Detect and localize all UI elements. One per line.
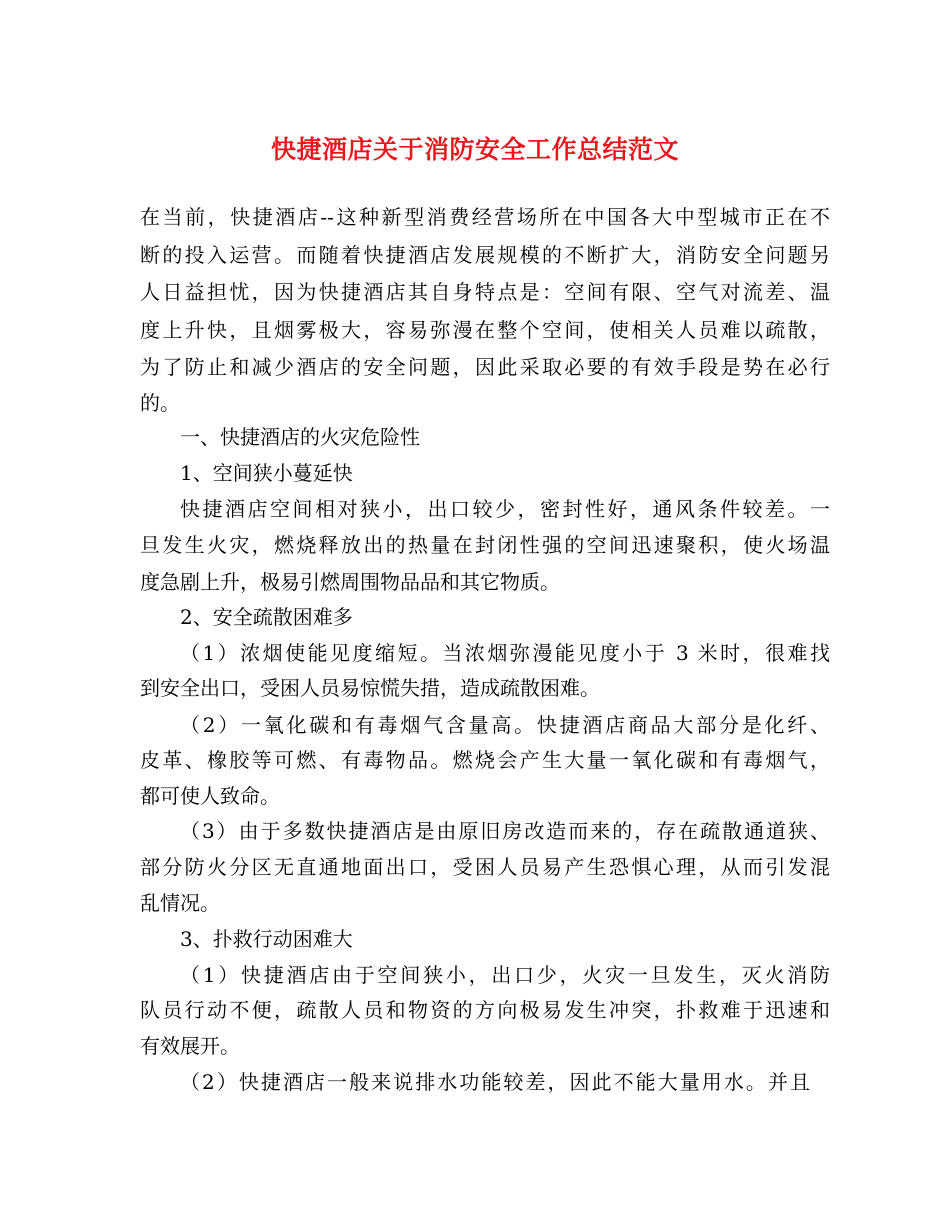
text-line: 度急剧上升，极易引燃周围物品品和其它物质。 xyxy=(140,570,560,594)
text-line: （1）浓烟使能见度缩短。当浓烟弥漫能见度小于 3 米时，很难找 xyxy=(180,641,830,665)
text-line: 皮革、橡胶等可燃、有毒物品。燃烧会产生大量一氧化碳和有毒烟气， xyxy=(140,748,830,772)
section-heading: 一、快捷酒店的火灾危险性 xyxy=(180,425,420,449)
text-line: （3）由于多数快捷酒店是由原旧房改造而来的，存在疏散通道狭、 xyxy=(180,819,830,843)
subsection-heading: 3、扑救行动困难大 xyxy=(180,927,353,951)
text-line: 部分防火分区无直通地面出口，受困人员易产生恐惧心理，从而引发混 xyxy=(140,855,830,879)
text-line: （2）快捷酒店一般来说排水功能较差，因此不能大量用水。并且 xyxy=(180,1070,810,1094)
text-line: 度上升快，且烟雾极大，容易弥漫在整个空间，使相关人员难以疏散， xyxy=(140,318,830,342)
text-line: 队员行动不便，疏散人员和物资的方向极易发生冲突，扑救难于迅速和 xyxy=(140,998,830,1022)
text-line: 旦发生火灾，燃烧释放出的热量在封闭性强的空间迅速聚积，使火场温 xyxy=(140,533,830,557)
text-line: （2）一氧化碳和有毒烟气含量高。快捷酒店商品大部分是化纤、 xyxy=(180,713,830,737)
subsection-heading: 2、安全疏散困难多 xyxy=(180,605,353,629)
subsection-heading: 1、空间狭小蔓延快 xyxy=(180,461,353,485)
text-line: 为了防止和减少酒店的安全问题，因此采取必要的有效手段是势在必行 xyxy=(140,355,830,379)
text-line: 有效展开。 xyxy=(140,1034,240,1058)
text-line: 在当前，快捷酒店--这种新型消费经营场所在中国各大中型城市正在不 xyxy=(140,205,830,229)
text-line: 到安全出口，受困人员易惊慌失措，造成疏散困难。 xyxy=(140,676,600,700)
text-line: 的。 xyxy=(140,391,180,415)
text-line: （1）快捷酒店由于空间狭小，出口少，火灾一旦发生，灭火消防 xyxy=(180,963,830,987)
text-line: 断的投入运营。而随着快捷酒店发展规模的不断扩大，消防安全问题另 xyxy=(140,243,830,267)
text-line: 人日益担忧，因为快捷酒店其自身特点是：空间有限、空气对流差、温 xyxy=(140,280,830,304)
text-line: 乱情况。 xyxy=(140,891,220,915)
document-title: 快捷酒店关于消防安全工作总结范文 xyxy=(270,135,679,164)
text-line: 快捷酒店空间相对狭小，出口较少，密封性好，通风条件较差。一 xyxy=(180,497,830,521)
text-line: 都可使人致命。 xyxy=(140,784,280,808)
